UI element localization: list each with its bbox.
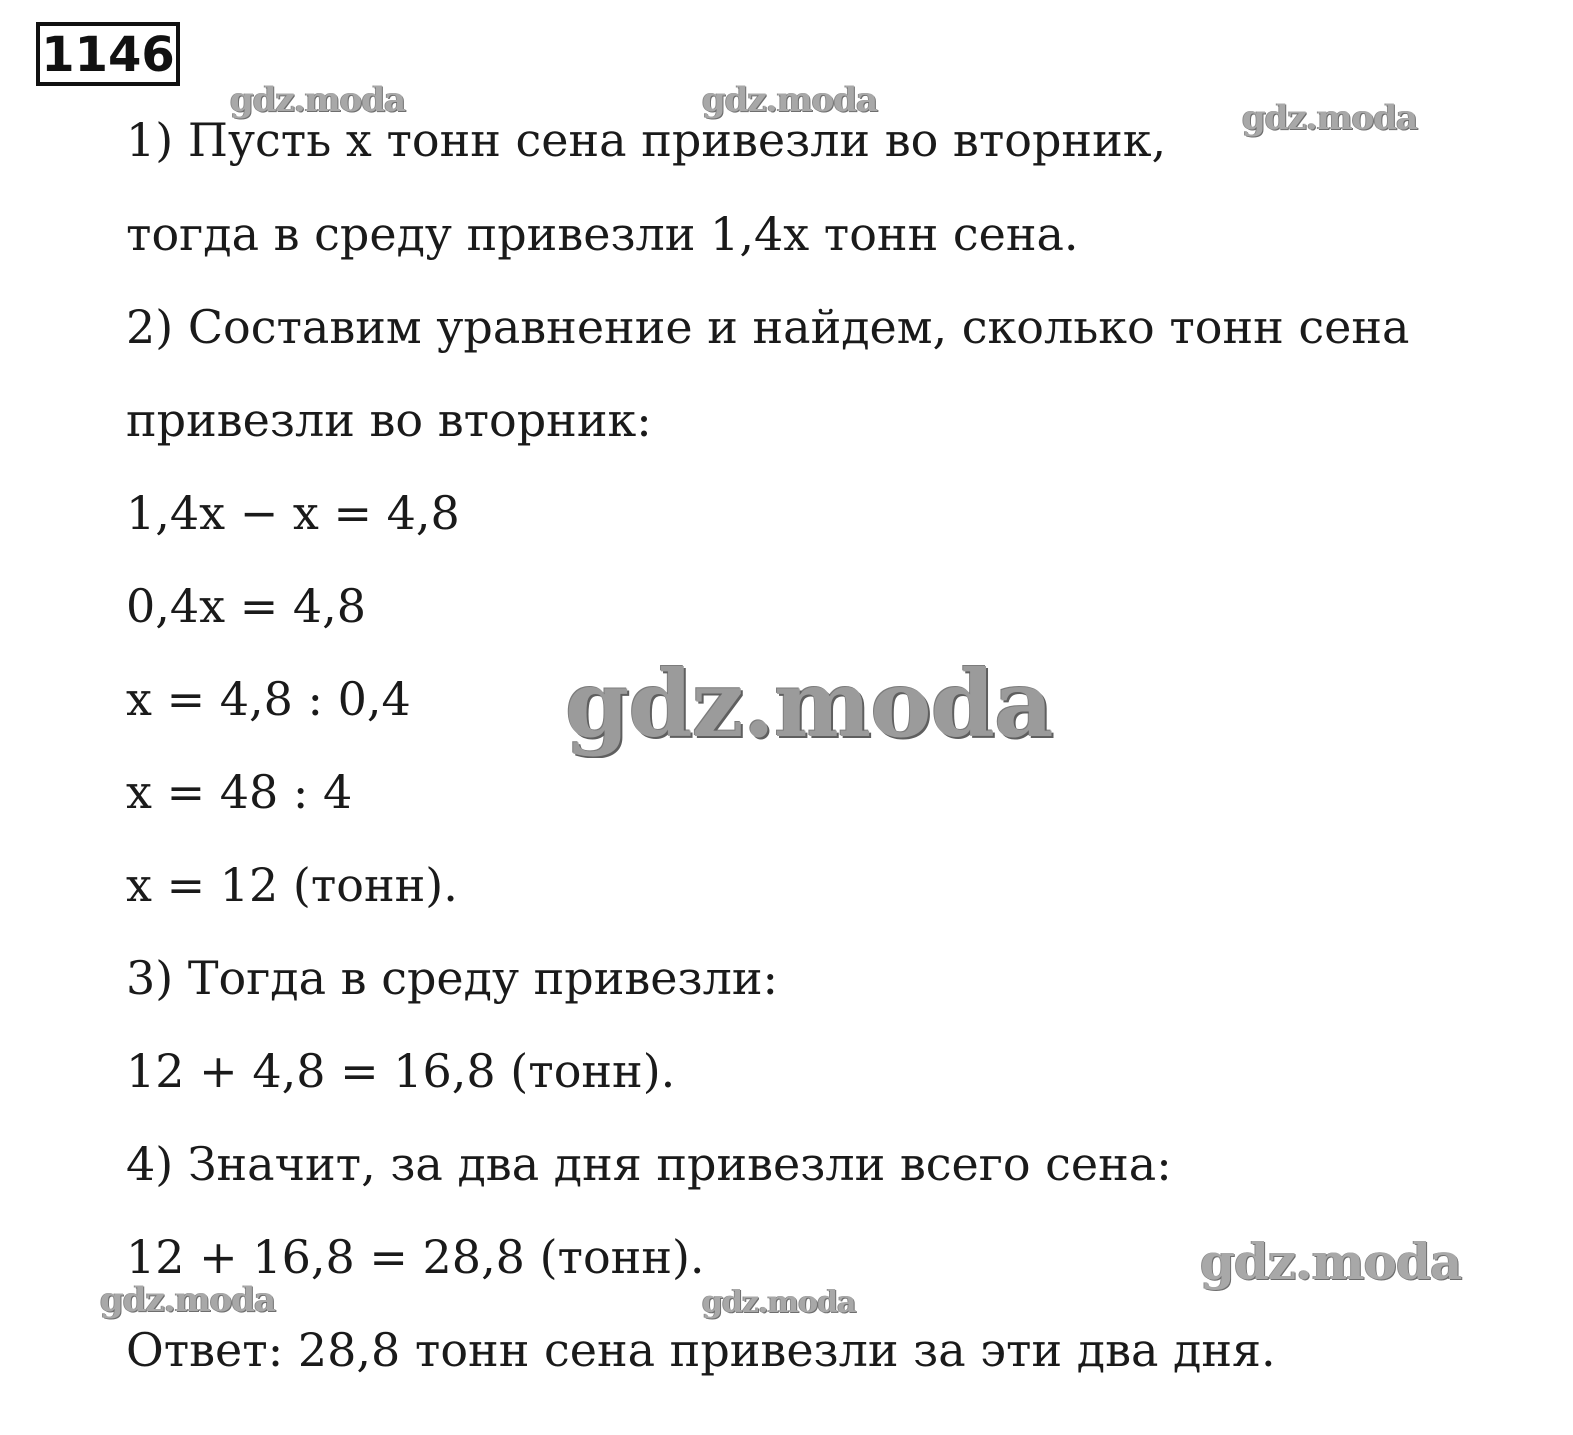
equation-line-5: x = 12 (тонн).: [126, 858, 458, 912]
solution-line-4: привезли во вторник:: [126, 393, 652, 447]
watermark-logo: gdz.moda: [100, 1280, 276, 1320]
solution-line-2: тогда в среду привезли 1,4x тонн сена.: [126, 207, 1079, 261]
equation-line-3: x = 4,8 : 0,4: [126, 672, 411, 726]
watermark-logo: gdz.moda: [1242, 98, 1418, 138]
equation-line-1: 1,4x − x = 4,8: [126, 486, 460, 540]
answer-line: Ответ: 28,8 тонн сена привезли за эти два дня.: [126, 1323, 1276, 1377]
equation-line-2: 0,4x = 4,8: [126, 579, 367, 633]
problem-number-badge: 1146: [36, 22, 180, 86]
watermark-logo: gdz.moda: [230, 80, 406, 120]
solution-line-12: 4) Значит, за два дня привезли всего сена:: [126, 1137, 1172, 1191]
solution-line-10: 3) Тогда в среду привезли:: [126, 951, 778, 1005]
solution-line-3: 2) Составим уравнение и найдем, сколько тонн сена: [126, 300, 1410, 354]
watermark-logo-large: gdz.moda: [565, 650, 1053, 758]
equation-line-6: 12 + 4,8 = 16,8 (тонн).: [126, 1044, 676, 1098]
watermark-logo: gdz.moda: [1200, 1232, 1462, 1291]
watermark-logo: gdz.moda: [702, 1285, 856, 1320]
equation-line-4: x = 48 : 4: [126, 765, 353, 819]
equation-line-7: 12 + 16,8 = 28,8 (тонн).: [126, 1230, 705, 1284]
watermark-logo: gdz.moda: [702, 80, 878, 120]
solution-line-1: 1) Пусть x тонн сена привезли во вторник,: [126, 113, 1167, 167]
